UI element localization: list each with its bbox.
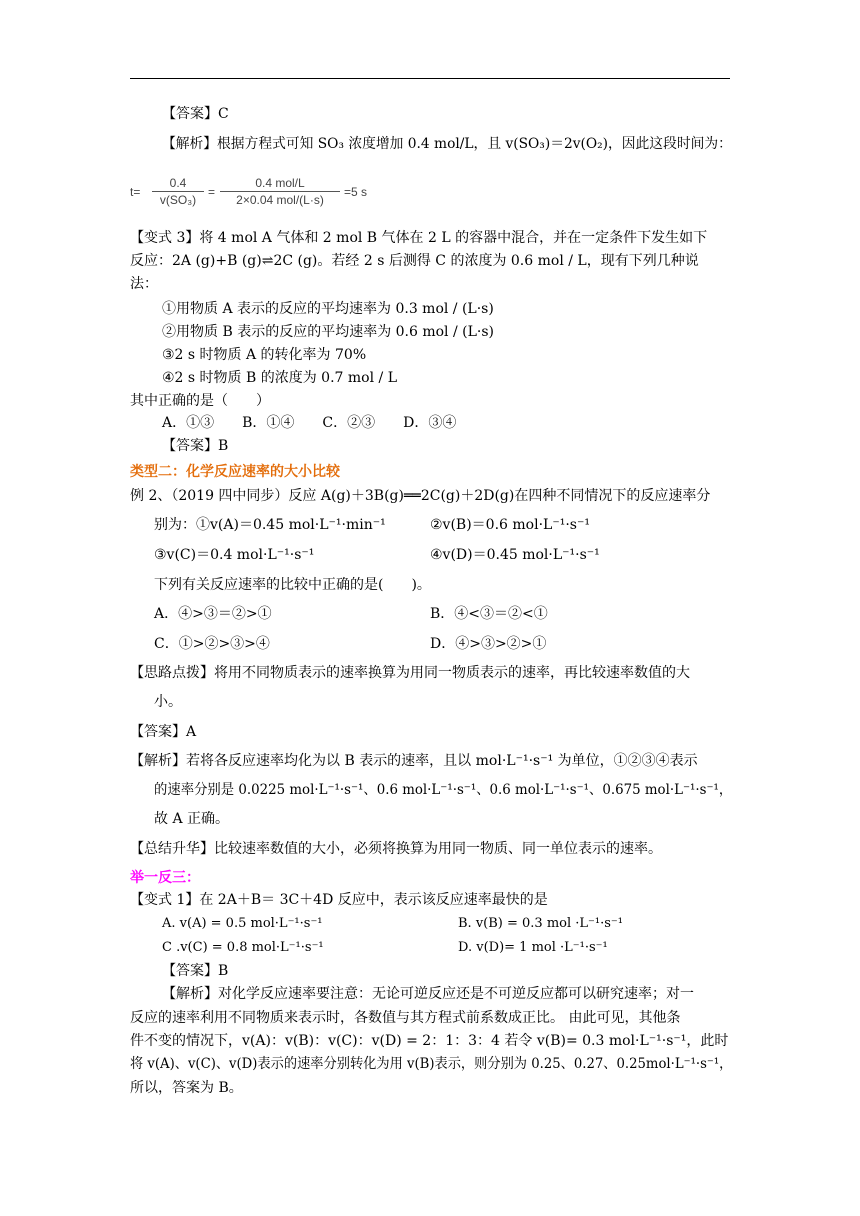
statement-2: ②用物质 B 表示的反应的平均速率为 0.6 mol / (L·s) — [162, 324, 495, 340]
option-b: B．④<③＝②<① — [430, 606, 548, 622]
statement-1: ①用物质 A 表示的反应的平均速率为 0.3 mol / (L·s) — [162, 301, 494, 317]
statement-4: ④2 s 时物质 B 的浓度为 0.7 mol / L — [162, 370, 397, 386]
variant-1-analysis-5: 所以，答案为 B。 — [130, 1080, 243, 1096]
section-heading-type-2: 类型二：化学反应速率的大小比较 — [130, 464, 340, 480]
variant-1-analysis-4: 将 v(A)、v(C)、v(D)表示的速率分别转化为用 v(B)表示，则分别为 0.25、0.27、0.25mol·L⁻¹·s⁻¹， — [130, 1056, 733, 1072]
rate-3: ③v(C)＝0.4 mol·L⁻¹·s⁻¹ — [154, 547, 315, 563]
variant-1-analysis-2: 反应的速率利用不同物质来表示时，各数值与其方程式前系数成正比。 由此可见，其他条 — [130, 1010, 681, 1026]
rate-2: ②v(B)＝0.6 mol·L⁻¹·s⁻¹ — [430, 517, 590, 533]
comparison-prompt: 下列有关反应速率的比较中正确的是( )。 — [154, 577, 431, 593]
fraction-1-denominator: v(SO₃) — [159, 193, 197, 207]
option-a: A．④>③＝②>① — [154, 606, 272, 622]
time-formula — [130, 176, 380, 210]
rate-1: 别为：①v(A)＝0.45 mol·L⁻¹·min⁻¹ — [154, 517, 386, 533]
formula-t: t= — [130, 185, 141, 199]
formula-result: =5 s — [344, 185, 368, 199]
variant-3-stem-1: 【变式 3】将 4 mol A 气体和 2 mol B 气体在 2 L 的容器中混合，并在一定条件下发生如下 — [130, 230, 708, 246]
variant-1-option-c: C .v(C) = 0.8 mol·L⁻¹·s⁻¹ — [162, 940, 324, 955]
summary: 【总结升华】比较速率数值的大小，必须将换算为用同一物质、同一单位表示的速率。 — [130, 841, 662, 857]
fraction-2 — [220, 176, 340, 208]
variant-1-stem: 【变式 1】在 2A＋B＝ 3C＋4D 反应中，表示该反应速率最快的是 — [130, 892, 548, 908]
analysis-line-3: 故 A 正确。 — [154, 811, 230, 827]
statement-3: ③2 s 时物质 A 的转化率为 70% — [162, 347, 367, 363]
option-c: C．①>②>③>④ — [154, 636, 270, 652]
answer-c: 【答案】C — [162, 106, 229, 122]
hint-line-2: 小。 — [154, 694, 182, 710]
practice-heading: 举一反三： — [130, 870, 200, 886]
fraction-2-numerator: 0.4 mol/L — [220, 176, 340, 192]
option-d: D．④>③>②>① — [430, 636, 547, 652]
hint-line-1: 【思路点拨】将用不同物质表示的速率换算为用同一物质表示的速率，再比较速率数值的大 — [130, 665, 690, 681]
options-variant-3: A．①③ B．①④ C．②③ D．③④ — [162, 415, 457, 431]
variant-1-analysis-1: 【解析】对化学反应速率要注意：无论可逆反应还是不可逆反应都可以研究速率；对一 — [162, 986, 694, 1002]
header-rule — [130, 78, 730, 79]
variant-1-option-a: A. v(A) = 0.5 mol·L⁻¹·s⁻¹ — [162, 916, 323, 931]
formula-equals: = — [208, 185, 216, 199]
answer-b: 【答案】B — [162, 438, 229, 454]
analysis-so3: 【解析】根据方程式可知 SO₃ 浓度增加 0.4 mol/L，且 v(SO₃)＝2v(O₂)，因此这段时间为： — [162, 136, 732, 152]
variant-3-stem-3: 法： — [130, 276, 158, 292]
fraction-1 — [152, 176, 204, 208]
variant-1-answer: 【答案】B — [162, 963, 229, 979]
answer-a: 【答案】A — [130, 724, 197, 740]
variant-1-analysis-3: 件不变的情况下，v(A)：v(B)：v(C)：v(D) = 2：1：3：4 若令 v(B)= 0.3 mol·L⁻¹·s⁻¹，此时 — [130, 1033, 729, 1049]
analysis-line-1: 【解析】若将各反应速率均化为以 B 表示的速率，且以 mol·L⁻¹·s⁻¹ 为单位，①②③④表示 — [130, 753, 698, 769]
fraction-1-numerator: 0.4 — [152, 176, 204, 192]
variant-3-stem-2: 反应：2A (g)+B (g)⇌2C (g)。若经 2 s 后测得 C 的浓度为 0.6 mol / L，现有下列几种说 — [130, 253, 699, 269]
rate-4: ④v(D)＝0.45 mol·L⁻¹·s⁻¹ — [430, 547, 600, 563]
analysis-line-2: 的速率分别是 0.0225 mol·L⁻¹·s⁻¹、0.6 mol·L⁻¹·s⁻¹、0.6 mol·L⁻¹·s⁻¹、0.675 mol·L⁻¹·s⁻¹， — [154, 782, 733, 798]
variant-1-option-d: D. v(D)= 1 mol ·L⁻¹·s⁻¹ — [458, 940, 608, 955]
variant-1-option-b: B. v(B) = 0.3 mol ·L⁻¹·s⁻¹ — [458, 916, 623, 931]
question-prompt: 其中正确的是（ ） — [130, 393, 270, 409]
fraction-2-denominator: 2×0.04 mol/(L·s) — [236, 193, 324, 207]
example-2-stem: 例 2、（2019 四中同步）反应 A(g)＋3B(g)══2C(g)＋2D(g)在四种不同情况下的反应速率分 — [130, 488, 711, 504]
